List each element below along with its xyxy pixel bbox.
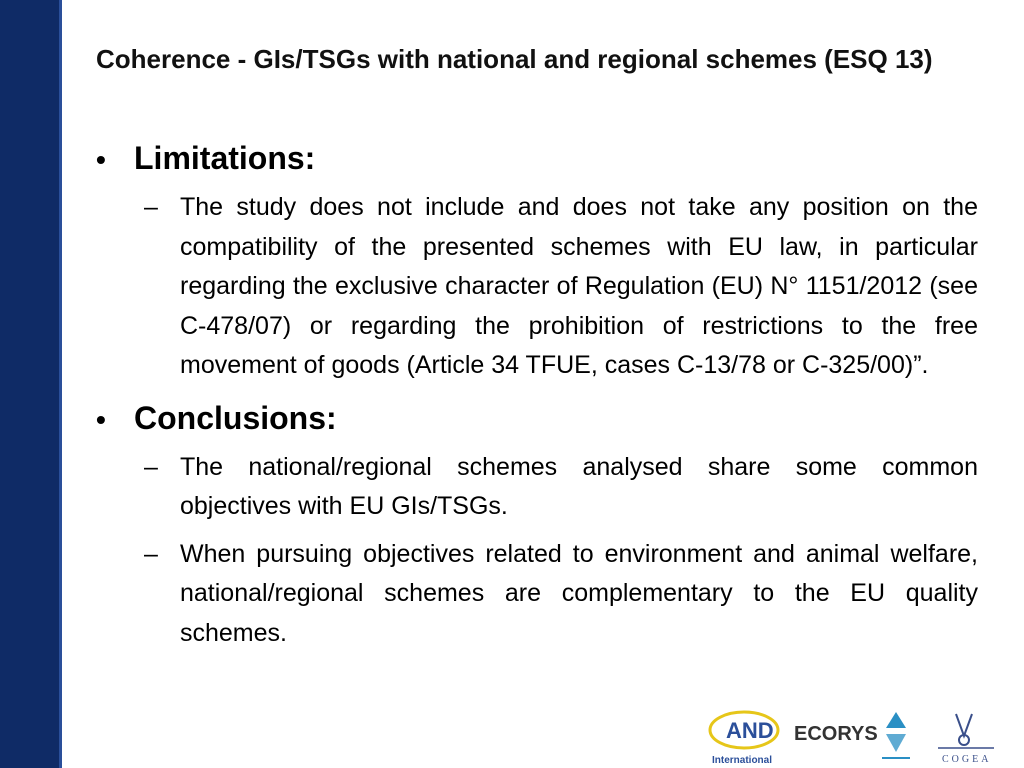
bullet-dot-icon: • [96, 403, 106, 435]
and-logo-subtext: International [712, 755, 773, 766]
bullet-dot-icon: • [96, 144, 106, 175]
list-item-text: When pursuing objectives related to environment and animal welfare, national/regional schemes are complementary to the EU quality schemes. [180, 539, 978, 647]
side-bar [0, 0, 62, 768]
cogea-logo [938, 714, 994, 765]
slide-content [96, 136, 978, 661]
cogea-logo-text: COGEA [942, 754, 992, 765]
ecorys-logo [794, 712, 910, 758]
list-item [144, 188, 978, 386]
section-limitations [96, 136, 978, 182]
and-logo-text: AND [726, 718, 774, 743]
list-item [144, 535, 978, 654]
list-item [144, 448, 978, 527]
and-international-logo [710, 712, 778, 766]
dash-icon: – [144, 452, 158, 481]
ecorys-logo-text: ECORYS [794, 723, 878, 745]
slide-title: Coherence - GIs/TSGs with national and regional schemes (ESQ 13) [96, 44, 933, 74]
section-heading: Conclusions: [134, 399, 337, 436]
section-heading: Limitations: [134, 140, 316, 176]
partner-logos [706, 708, 1006, 768]
section-conclusions [96, 396, 978, 442]
list-item-text: The national/regional schemes analysed share some common objectives with EU GIs/TSGs. [180, 452, 978, 520]
dash-icon: – [144, 193, 158, 221]
dash-icon: – [144, 539, 158, 568]
list-item-text: The study does not include and does not take any position on the compatibility of the presented schemes with EU law, in particular regarding the exclusive character of Regulation (EU) N° 1151/2012 (see C-478/07) or regarding the prohibition of restrictions to the free movement of goods (Article 34 TFUE, cases C-13/78 or C-325/00)”. [180, 193, 978, 379]
